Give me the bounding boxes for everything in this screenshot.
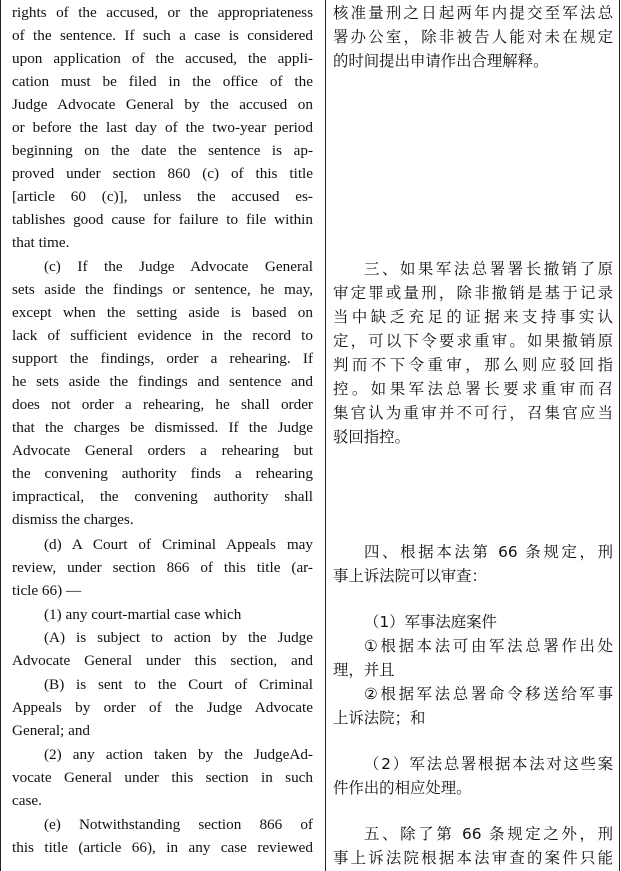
english-line: cation must be filed in the office of the bbox=[12, 73, 313, 90]
chinese-line: 理，并且 bbox=[333, 661, 395, 679]
english-line: or before the last day of the two-year period bbox=[12, 119, 313, 136]
english-line: dismiss the charges. bbox=[12, 511, 134, 528]
english-line: [article 60 (c)], unless the accused es- bbox=[12, 188, 313, 205]
chinese-line: ②根据军法总署命令移送给军事 bbox=[364, 685, 613, 703]
chinese-line: 核准量刑之日起两年内提交至军法总 bbox=[333, 4, 613, 22]
chinese-line: 件作出的相应处理。 bbox=[333, 779, 472, 797]
chinese-line: 三、如果军法总署署长撤销了原 bbox=[364, 260, 613, 278]
chinese-line: 定，可以下令要求重审。如果撤销原 bbox=[333, 332, 613, 350]
chinese-line: （2）军法总署根据本法对这些案 bbox=[364, 755, 613, 773]
english-line: (B) is sent to the Court of Criminal bbox=[44, 676, 313, 693]
chinese-line: 上诉法院；和 bbox=[333, 709, 426, 727]
english-line: (1) any court-martial case which bbox=[44, 606, 242, 623]
chinese-line: 集官认为重审并不可行，召集官应当 bbox=[333, 404, 613, 422]
english-line: Advocate General orders a rehearing but bbox=[12, 442, 313, 459]
chinese-line: 四、根据本法第 66 条规定，刑 bbox=[364, 543, 613, 561]
chinese-line: 五、除了第 66 条规定之外，刑 bbox=[364, 825, 613, 843]
english-line: sets aside the findings or sentence, he may, bbox=[12, 281, 313, 298]
english-line: Appeals by order of the Judge Advocate bbox=[12, 699, 313, 716]
chinese-line: 署办公室，除非被告人能对未在规定 bbox=[333, 28, 613, 46]
chinese-line: 控。如果军法总署长要求重审而召 bbox=[333, 380, 613, 398]
english-line: beginning on the date the sentence is ap- bbox=[12, 142, 313, 159]
english-line: review, under section 866 of this title (ar- bbox=[12, 559, 313, 576]
chinese-line: 判而不下令重审，那么则应驳回指 bbox=[333, 356, 613, 374]
english-line: does not order a rehearing, he shall order bbox=[12, 396, 313, 413]
english-line: he sets aside the findings and sentence and bbox=[12, 373, 313, 390]
english-line: support the findings, order a rehearing. If bbox=[12, 350, 313, 367]
chinese-line: 驳回指控。 bbox=[333, 428, 410, 446]
english-line: Advocate General under this section, and bbox=[12, 652, 313, 669]
chinese-line: 审定罪或量刑，除非撤销是基于记录 bbox=[333, 284, 613, 302]
english-line: this title (article 66), in any case reviewed bbox=[12, 839, 313, 856]
english-line: tablishes good cause for failure to file within bbox=[12, 211, 313, 228]
english-line: of the sentence. If such a case is considered bbox=[12, 27, 313, 44]
english-line: ticle 66) — bbox=[12, 582, 82, 599]
english-line: the convening authority finds a rehearing bbox=[12, 465, 313, 482]
english-line: General; and bbox=[12, 722, 91, 739]
chinese-line: 事上诉法院根据本法审查的案件只能 bbox=[333, 849, 613, 867]
english-line: case. bbox=[12, 792, 42, 809]
english-line: (2) any action taken by the JudgeAd- bbox=[44, 746, 313, 763]
english-line: rights of the accused, or the appropriateness bbox=[12, 4, 313, 21]
english-line: (e) Notwithstanding section 866 of bbox=[44, 816, 313, 833]
english-line: vocate General under this section in such bbox=[12, 769, 313, 786]
chinese-line: （1）军事法庭案件 bbox=[364, 613, 497, 631]
column-divider bbox=[325, 0, 326, 871]
english-line: lack of sufficient evidence in the record to bbox=[12, 327, 313, 344]
chinese-line: 事上诉法院可以审查： bbox=[333, 567, 487, 585]
english-line: (A) is subject to action by the Judge bbox=[44, 629, 313, 646]
chinese-line: 当中缺乏充足的证据来支持事实认 bbox=[333, 308, 613, 326]
english-line: (d) A Court of Criminal Appeals may bbox=[44, 536, 313, 553]
english-line: Judge Advocate General by the accused on bbox=[12, 96, 313, 113]
english-line: that the charges be dismissed. If the Judge bbox=[12, 419, 313, 436]
english-line: proved under section 860 (c) of this title bbox=[12, 165, 313, 182]
english-line: impractical, the convening authority shall bbox=[12, 488, 313, 505]
chinese-line: ①根据本法可由军法总署作出处 bbox=[364, 637, 613, 655]
chinese-line: 的时间提出申请作出合理解释。 bbox=[333, 52, 549, 70]
english-line: upon application of the accused, the appli- bbox=[12, 50, 313, 67]
english-line: that time. bbox=[12, 234, 70, 251]
english-line: (c) If the Judge Advocate General bbox=[44, 258, 313, 275]
english-line: except when the setting aside is based on bbox=[12, 304, 313, 321]
